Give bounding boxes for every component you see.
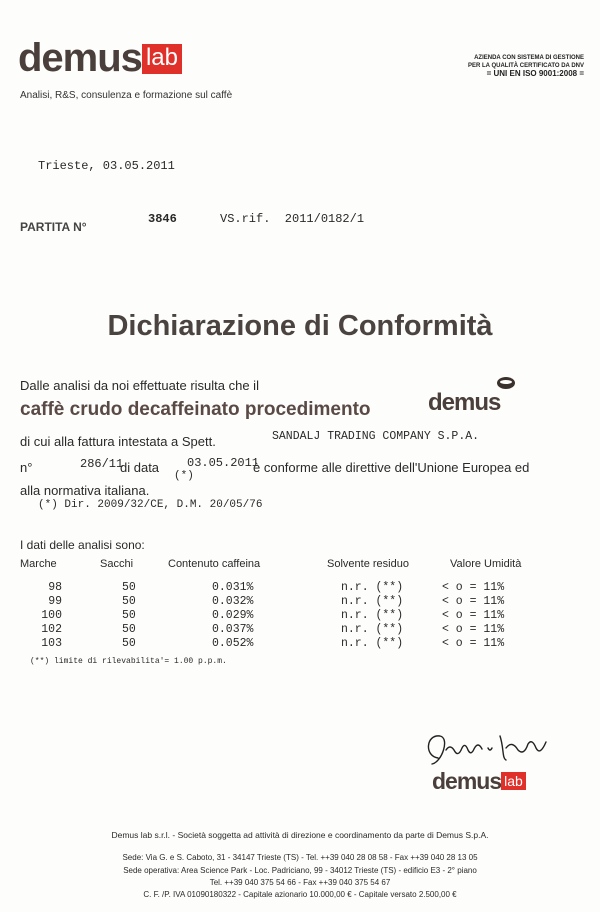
cell-caffeina: 0.031%	[212, 581, 254, 594]
cell-caffeina: 0.029%	[212, 609, 254, 622]
conformity-text: è conforme alle direttive dell'Unione Europea ed	[253, 460, 530, 475]
cell-caffeina: 0.052%	[212, 637, 254, 650]
logo-word: demus	[432, 768, 502, 794]
directive-reference: (*) Dir. 2009/32/CE, D.M. 20/05/76	[38, 499, 263, 511]
partita-label: PARTITA N°	[20, 220, 87, 234]
place-date: Trieste, 03.05.2011	[38, 159, 175, 173]
product-description: caffè crudo decaffeinato procedimento	[20, 399, 371, 420]
cell-umidita: < o = 11%	[442, 581, 505, 594]
cell-sacchi: 50	[122, 637, 136, 650]
vs-reference: VS.rif. 2011/0182/1	[220, 212, 365, 226]
analysis-intro: I dati delle analisi sono:	[20, 538, 145, 552]
cell-solvente: n.r. (**)	[341, 595, 404, 608]
detection-limit-note: (**) limite di rilevabilita'= 1.00 p.p.m.	[30, 657, 227, 666]
handwritten-signature	[420, 728, 560, 773]
invoice-number: 286/11	[80, 457, 124, 471]
logo-word: demus	[18, 36, 142, 80]
footer-fiscal: C. F. /P. IVA 01090180322 - Capitale azionario 10.000,00 € - Capitale versato 2.500,00 €	[143, 890, 457, 899]
cert-iso: = UNI EN ISO 9001:2008 =	[486, 69, 584, 78]
invoice-text: di cui alla fattura intestata a Spett.	[20, 434, 216, 449]
date-label: di data	[120, 460, 160, 475]
cell-solvente: n.r. (**)	[341, 609, 404, 622]
signature-demus-lab-logo	[432, 768, 526, 795]
cell-sacchi: 50	[122, 623, 136, 636]
footer-sede: Sede: Via G. e S. Caboto, 31 - 34147 Trieste (TS) - Tel. ++39 040 28 08 58 - Fax ++39 040 28 13 05	[122, 853, 478, 862]
footer-telephone: Tel. ++39 040 375 54 66 - Fax ++39 040 375 54 67	[209, 878, 391, 887]
tagline: Analisi, R&S, consulenza e formazione sul caffè	[20, 90, 233, 101]
cell-umidita: < o = 11%	[442, 623, 505, 636]
iso-certification-mark	[468, 54, 584, 78]
cell-caffeina: 0.032%	[212, 595, 254, 608]
footer-sede-operativa: Sede operativa: Area Science Park - Loc. Padriciano, 99 - 34012 Trieste (TS) - edificio E3 - 2° piano	[123, 866, 477, 875]
company-name: SANDALJ TRADING COMPANY S.P.A.	[272, 430, 480, 443]
cell-solvente: n.r. (**)	[341, 581, 404, 594]
brand-word: demus	[428, 389, 501, 416]
cell-sacchi: 50	[122, 609, 136, 622]
cert-line: AZIENDA CON SISTEMA DI GESTIONE	[474, 55, 584, 61]
intro-text: Dalle analisi da noi effettuate risulta che il	[20, 378, 259, 393]
cell-marche: 102	[41, 623, 62, 636]
cell-solvente: n.r. (**)	[341, 637, 404, 650]
demus-lab-logo	[18, 38, 182, 78]
demus-brand-logo	[428, 375, 501, 416]
number-label: n°	[20, 460, 33, 475]
logo-lab-badge: lab	[501, 772, 526, 790]
cert-line: PER LA QUALITÀ CERTIFICATO DA DNV	[468, 63, 584, 69]
column-header-solvente: Solvente residuo	[327, 558, 409, 570]
cell-sacchi: 50	[122, 595, 136, 608]
cell-umidita: < o = 11%	[442, 609, 505, 622]
column-header-umidita: Valore Umidità	[450, 558, 522, 570]
normativa-text: alla normativa italiana.	[20, 483, 150, 498]
column-header-caffeina: Contenuto caffeina	[168, 558, 261, 570]
cell-marche: 103	[41, 637, 62, 650]
partita-number: 3846	[148, 212, 177, 226]
document-title: Dichiarazione di Conformità	[107, 310, 493, 342]
cell-marche: 100	[41, 609, 62, 622]
column-header-sacchi: Sacchi	[100, 558, 134, 570]
cell-umidita: < o = 11%	[442, 637, 505, 650]
logo-lab-badge: lab	[142, 44, 182, 74]
cell-solvente: n.r. (**)	[341, 623, 404, 636]
footer-company-line: Demus lab s.r.l. - Società soggetta ad attività di direzione e coordinamento da parte di Demus S.p.A.	[111, 830, 489, 840]
footnote-mark: (*)	[174, 470, 194, 482]
cell-caffeina: 0.037%	[212, 623, 254, 636]
invoice-date: 03.05.2011	[187, 456, 260, 470]
cell-marche: 99	[48, 595, 62, 608]
cell-umidita: < o = 11%	[442, 595, 505, 608]
column-header-marche: Marche	[20, 558, 57, 570]
cell-marche: 98	[48, 581, 62, 594]
cell-sacchi: 50	[122, 581, 136, 594]
